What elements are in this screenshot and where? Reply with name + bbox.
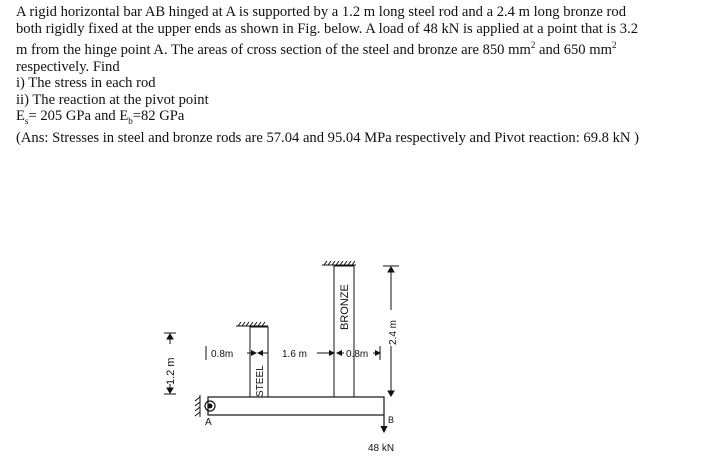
point-a-label: A xyxy=(205,417,212,428)
steel-length-label: 1.2 m xyxy=(165,357,177,385)
answer-line: (Ans: Stresses in steel and bronze rods are 57.04 and 95.04 MPa respectively and Pivot reaction: 69.8 kN ) xyxy=(16,129,639,146)
rigid-bar-ab xyxy=(208,397,384,415)
problem-line-3: m from the hinge point A. The areas of cross section of the steel and bronze are 850 $mm^2$ and 650 $mm^2$ xyxy=(16,40,617,59)
dim-bronze-to-b: 0.8m xyxy=(346,349,369,360)
problem-line-5: i) The stress in each rod xyxy=(16,75,156,92)
steel-rod-label: STEEL xyxy=(255,365,266,397)
moduli-line: $E_s= 205$ GPa and $E_b=82$ GPa xyxy=(16,108,185,127)
problem-line-1: A rigid horizontal bar AB hinged at A is supported by a 1.2 m long steel rod and a 2.4 m long bronze rod xyxy=(16,4,627,20)
dim-a-to-steel: 0.8m xyxy=(211,349,234,360)
problem-line-4: respectively. Find xyxy=(16,58,120,75)
problem-line-6: ii) The reaction at the pivot point xyxy=(16,91,209,108)
point-b-label: B xyxy=(388,415,395,425)
dim-steel-to-bronze: 1.6 m xyxy=(282,349,308,360)
problem-line-2: both rigidly fixed at the upper ends as shown in Fig. below. A load of 48 kN is applied at a point that is 3.2 xyxy=(16,20,639,37)
bronze-rod-label: BRONZE xyxy=(339,284,351,330)
bronze-support-hatching xyxy=(322,261,356,265)
steel-support-hatching xyxy=(236,322,268,326)
bronze-length-label: 2.4 m xyxy=(388,319,399,345)
load-label: 48 kN xyxy=(368,443,395,454)
